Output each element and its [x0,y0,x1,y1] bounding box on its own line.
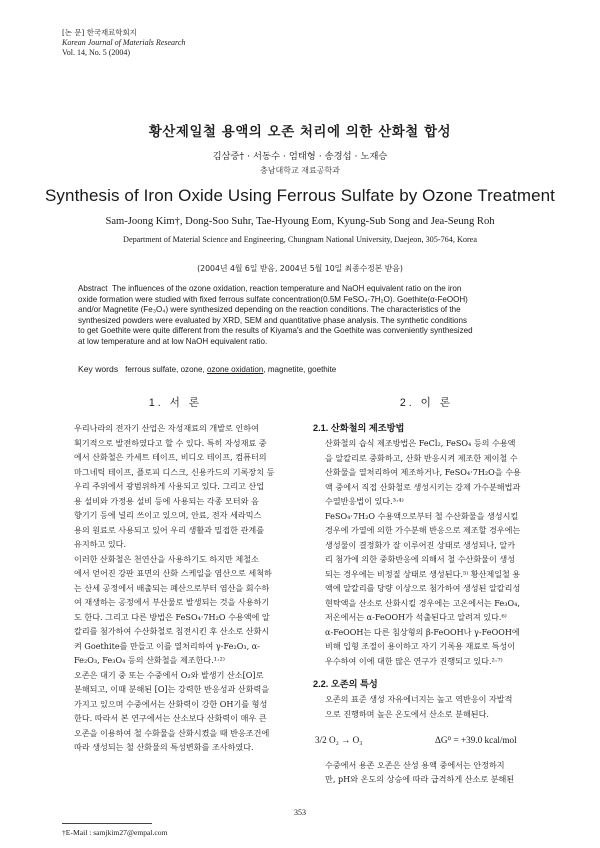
abstract-line: synthesized powders were evaluated by XRD, SEM and quantitative phase analysis. The synthetic conditions [78,315,468,325]
text-line: 오존의 표준 생성 자유에너지는 높고 역반응이 자발적 [325,694,513,704]
section-heading-theory: 2. 이 론 [399,397,454,409]
abstract-line: and/or Magnetite (Fe₃O₄) were synthesized depending on the reaction conditions. The characteristics of the [78,305,461,315]
korean-authors: 김삼중† · 서동수 · 엄태형 · 송경섭 · 노재승 [212,151,388,162]
body-paragraph [313,436,540,509]
korean-title: 황산제일철 용액의 오존 처리에 의한 산화철 합성 [148,124,452,140]
text-line: 수중에서 용존 오존은 산성 용액 중에서는 안정하지 [325,759,505,770]
text-line: 획기적으로 발전하였다고 할 수 있다. 특히 자성재료 중 [74,437,267,448]
text-line: α-FeOOH는 다른 침상형의 β-FeOOH나 γ-FeOOH에 [325,626,520,637]
english-affiliation: Department of Material Science and Engineering, Chungnam National University, Daejeon, 305-764, Korea [123,235,477,244]
text-line: 용 설비와 가정용 설비 등에 사용되는 각종 모터와 음 [74,495,259,506]
text-line: 는 산세 공정에서 배출되는 폐산으로부터 염산을 회수하 [74,582,270,593]
text-line: 액에 알칼리를 당량 이상으로 첨가하여 생성된 알칼리성 [325,583,521,593]
section-heading-introduction: 1. 서 론 [148,397,203,409]
text-line: 우수하여 이에 대한 많은 연구가 진행되고 있다.²·⁷⁾ [325,655,503,666]
body-paragraph [313,625,540,669]
text-line: 생성물이 결정화가 잘 이루어진 상태로 생성되나, 알카 [325,539,516,550]
english-title: Synthesis of Iron Oxide Using Ferrous Sulfate by Ozone Treatment [44,186,556,205]
equation-reaction: 3/2 O₂ → O₃ [315,735,363,745]
text-line: 만, pH와 온도의 상승에 따라 급격하게 산소로 분해된 [325,774,515,784]
keywords [78,364,520,374]
text-line: 오존을 이용하여 철 수화물을 산화시켰을 때 반응조건에 [74,727,270,738]
text-line: 칼리를 첨가하여 수산화철로 침전시킨 후 산소로 산화시 [74,626,270,636]
body-paragraph [313,692,540,721]
text-line: 도 한다. 그리고 다른 방법은 FeSO₄·7H₂O 수용액에 알 [74,611,270,622]
abstract-text: The influences of the ozone oxidation, reaction temperature and NaOH equivalent ratio on the iron [112,284,462,293]
abstract-line: oxide formation were studied with fixed ferrous sulfate concentration(0.5M FeSO₄·7H₂O). Goethite(α-FeOOH) [78,294,468,304]
text-line: 수열반응법이 있다.³·⁴⁾ [325,496,404,506]
page-number: 353 [294,808,306,817]
korean-affiliation: 충남대학교 재료공학과 [260,166,340,175]
abstract-line [78,284,520,295]
text-line: 향기기 등에 널리 쓰이고 있으며, 안료, 전자 세라믹스 [74,510,262,520]
text-line: 우리 주위에서 광범위하게 사용되고 있다. 그리고 산업 [74,481,265,491]
text-line: 으로 진행하며 높은 온도에서 산소로 분해된다. [325,708,489,719]
text-line: 산화물을 열처리하여 제조하거나, FeSO₄·7H₂O을 수용 [325,467,521,477]
text-line: 저온에서는 α-FeOOH가 석출된다고 알려져 있다.⁶⁾ [325,612,507,622]
footnote-email: †E-Mail : samjkim27@empal.com [62,828,168,837]
text-line: 유지하고 있다. [74,539,127,549]
text-line: 마그네틱 테이프, 플로피 디스크, 신용카드의 기록장치 등 [74,466,275,477]
text-line: 되는 경우에는 비정질 상태로 생성된다.⁵⁾ 황산제일철 용 [325,568,521,579]
text-line: 이러한 산화철은 천연산을 사용하기도 하지만 제철소 [74,553,259,564]
text-line: 우리나라의 전자기 산업은 자성재료의 개발로 인하여 [74,423,259,433]
text-line: 현탁액을 산소로 산화시킬 경우에는 고온에서는 Fe₃O₄, [325,597,520,608]
text-line: 가지고 있으며 수중에서는 산화력이 강한 OH기를 형성 [74,698,268,709]
equation [313,733,540,748]
body-paragraph [313,509,540,625]
text-line: 비해 입형 조절이 용이하고 자기 기록용 재료로 특성이 [325,641,516,651]
footnote-rule [62,823,152,824]
text-line: 용의 원료로 사용되고 있어 우리 생활과 밀접한 관계를 [74,524,265,535]
text-line: 여 재생하는 공정에서 부산물로 발생되는 것을 사용하기 [74,597,270,607]
abstract-label: Abstract [78,284,108,293]
body-paragraph [62,421,289,552]
text-line: 따라 생성되는 철 산화물의 특성변화를 조사하였다. [74,742,254,752]
text-line: Fe₂O₃, Fe₃O₄ 등의 산화철을 제조한다.¹·²⁾ [74,655,225,665]
text-line: 에서 얻어진 강판 표면의 산화 스케일을 염산으로 세척하 [74,568,272,578]
text-line: 분해되고, 이때 분해된 [O]는 강력한 반응성과 산화력을 [74,684,270,694]
text-line: 을 알칼리로 중화하고, 산화 반응시켜 제조한 제이철 수 [325,452,518,463]
text-line: 액 중에서 직접 산화철로 생성시키는 강제 가수분해법과 [325,481,521,492]
body-paragraph [313,758,540,787]
subsection-heading: 2.1. 산화철의 제조방법 [313,423,405,433]
equation-gibbs-energy: ΔG⁰ = +39.0 kcal/mol [435,735,517,745]
text-line: FeSO₄·7H₂O 수용액으로부터 철 수산화물을 생성시킬 [325,510,519,521]
subsection-heading: 2.2. 오존의 특성 [313,679,378,689]
keywords-label: Key words [78,364,119,374]
journal-volume: Vol. 14, No. 5 (2004) [62,48,131,57]
text-line: 오존은 대기 중 또는 수중에서 O₂와 발생기 산소[O]로 [74,669,264,680]
abstract-line: at low temperature and at low NaOH equivalent ratio. [78,336,268,346]
abstract [78,284,520,347]
body-paragraph [62,552,289,668]
text-line: 에서 산화철은 카세트 테이프, 비디오 테이프, 컴퓨터의 [74,452,267,462]
received-dates: (2004년 4월 6일 받음, 2004년 5월 10일 최종수정본 받음) [197,264,403,273]
right-column [313,395,540,787]
text-line: 경우에 가열에 의한 가수분해 반응으로 제조할 경우에는 [325,525,521,535]
keyword-underlined: ozone oxidation [206,365,264,374]
abstract-line: to get Goethite were quite different from the results of Kiyama's and the Goethite was conveniently synthesized [78,326,473,336]
journal-header-korean: [논 문] 한국재료학회지 [62,28,137,37]
text-line: 리 첨가에 의한 중화반응에 의해서 철 수산화물이 생성 [325,554,516,564]
body-paragraph [62,668,289,755]
left-column [62,395,289,755]
journal-header [62,28,185,58]
keyword-text: , magnetite, goethite [263,365,337,374]
keyword-text: ferrous sulfate, ozone, [125,365,207,374]
text-line: 한다. 따라서 본 연구에서는 산소보다 산화력이 매우 큰 [74,713,267,723]
english-authors: Sam-Joong Kim†, Dong-Soo Suhr, Tae-Hyoung Eom, Kyung-Sub Song and Jea-Seung Roh [105,216,495,227]
journal-header-english: Korean Journal of Materials Research [62,38,186,47]
text-line: 산화철의 습식 제조방법은 FeCl₂, FeSO₄ 등의 수용액 [325,438,516,448]
text-line: 켜 Goethite를 만들고 이를 열처리하여 γ-Fe₂O₃, α- [74,640,260,651]
